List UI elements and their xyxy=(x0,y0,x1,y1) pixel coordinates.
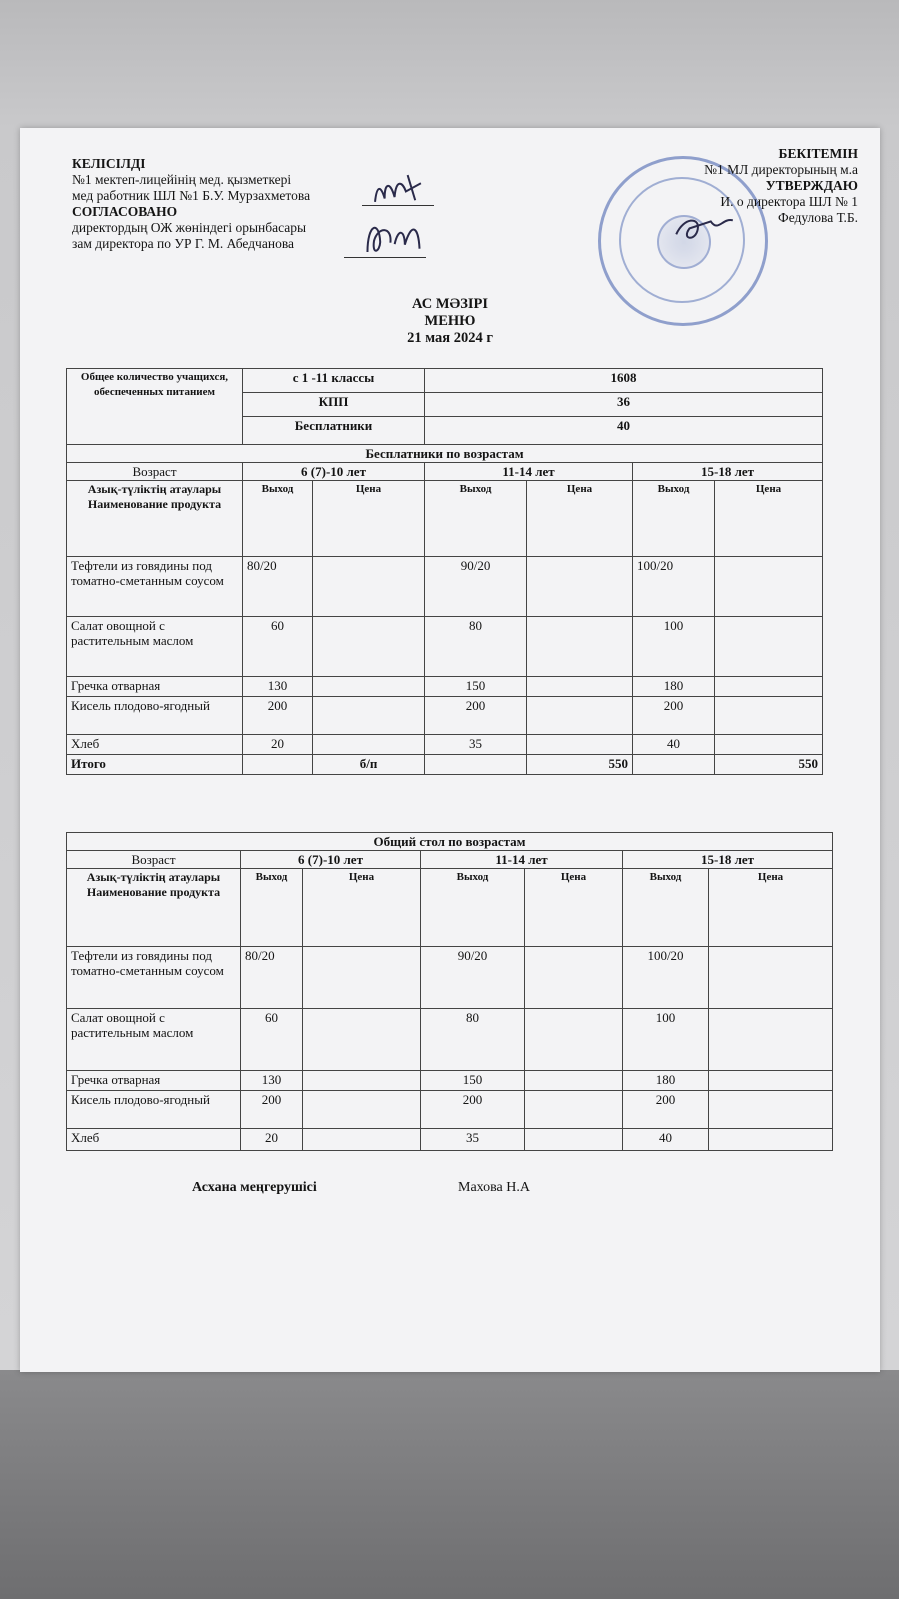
column-header-row xyxy=(67,869,833,947)
approve-kz: БЕКІТЕМІН xyxy=(778,146,858,161)
portion-value: 20 xyxy=(241,1129,303,1151)
portion-value: 80/20 xyxy=(241,947,303,1009)
summary-name: Бесплатники xyxy=(243,417,425,445)
price-cell xyxy=(313,677,425,697)
menu-title xyxy=(20,296,880,347)
price-cell xyxy=(525,947,623,1009)
free-section-title: Бесплатники по возрастам xyxy=(67,445,823,463)
age-row xyxy=(67,463,823,481)
canteen-head-role: Асхана меңгерушісі xyxy=(192,1180,317,1195)
age-row xyxy=(67,851,833,869)
price-cell xyxy=(525,1071,623,1091)
portion-value: 90/20 xyxy=(421,947,525,1009)
price-header: Цена xyxy=(313,481,425,557)
total-price: б/п xyxy=(313,755,425,775)
price-cell xyxy=(527,677,633,697)
portion-value: 80 xyxy=(425,617,527,677)
deputy-signature xyxy=(357,209,433,269)
approve-ru: УТВЕРЖДАЮ xyxy=(765,178,858,193)
portion-value: 200 xyxy=(633,697,715,735)
price-cell xyxy=(709,947,833,1009)
portion-value: 60 xyxy=(241,1009,303,1071)
price-cell xyxy=(527,735,633,755)
price-cell xyxy=(527,697,633,735)
table-row xyxy=(67,947,833,1009)
portion-value: 100/20 xyxy=(633,557,715,617)
product-name: Салат овощной с растительным маслом xyxy=(67,617,243,677)
price-cell xyxy=(313,735,425,755)
age-group: 6 (7)-10 лет xyxy=(241,851,421,869)
table-row xyxy=(67,697,823,735)
price-cell xyxy=(313,617,425,677)
section-title-row xyxy=(67,833,833,851)
out-header: Выход xyxy=(633,481,715,557)
deputy-ru: зам директора по УР Г. М. Абедчанова xyxy=(72,236,295,251)
portion-value: 100/20 xyxy=(623,947,709,1009)
total-row xyxy=(67,755,823,775)
section-title-row xyxy=(67,445,823,463)
price-cell xyxy=(525,1129,623,1151)
price-cell xyxy=(709,1091,833,1129)
summary-row xyxy=(67,369,823,393)
total-label: Итого xyxy=(67,755,243,775)
menu-document xyxy=(20,128,880,1372)
price-cell xyxy=(303,1009,421,1071)
product-name: Хлеб xyxy=(67,1129,241,1151)
med-worker-kz: №1 мектеп-лицейінің мед. қызметкері xyxy=(72,172,292,187)
price-cell xyxy=(715,677,823,697)
price-cell xyxy=(715,557,823,617)
product-header: Азық-түліктің атаулары Наименование продукта xyxy=(67,481,243,557)
summary-value: 36 xyxy=(425,393,823,417)
summary-value: 1608 xyxy=(425,369,823,393)
price-cell xyxy=(525,1091,623,1129)
price-header: Цена xyxy=(525,869,623,947)
price-header: Цена xyxy=(709,869,833,947)
price-cell xyxy=(715,735,823,755)
age-label: Возраст xyxy=(67,463,243,481)
table-row xyxy=(67,1129,833,1151)
price-cell xyxy=(527,617,633,677)
age-group: 11-14 лет xyxy=(425,463,633,481)
price-cell xyxy=(527,557,633,617)
age-group: 11-14 лет xyxy=(421,851,623,869)
table-row xyxy=(67,1091,833,1129)
portion-value: 200 xyxy=(241,1091,303,1129)
out-header: Выход xyxy=(243,481,313,557)
price-cell xyxy=(303,1091,421,1129)
portion-value: 100 xyxy=(623,1009,709,1071)
portion-value: 35 xyxy=(421,1129,525,1151)
price-cell xyxy=(313,557,425,617)
general-section-title: Общий стол по возрастам xyxy=(67,833,833,851)
total-price: 550 xyxy=(527,755,633,775)
price-cell xyxy=(715,697,823,735)
age-label: Возраст xyxy=(67,851,241,869)
director-ru: И. о директора ШЛ № 1 xyxy=(720,194,858,209)
portion-value: 180 xyxy=(633,677,715,697)
out-header: Выход xyxy=(425,481,527,557)
price-cell xyxy=(303,947,421,1009)
age-group: 15-18 лет xyxy=(633,463,823,481)
price-header: Цена xyxy=(527,481,633,557)
table-row xyxy=(67,1009,833,1071)
director-kz: №1 МЛ директорының м.а xyxy=(704,162,858,177)
portion-value: 80 xyxy=(421,1009,525,1071)
director-name: Федулова Т.Б. xyxy=(778,210,858,225)
title-kz: АС МӘЗІРІ xyxy=(411,296,489,312)
menu-date: 21 мая 2024 г xyxy=(407,330,493,346)
product-header: Азық-түліктің атаулары Наименование продукта xyxy=(67,869,241,947)
agreed-ru: СОГЛАСОВАНО xyxy=(72,204,178,219)
agreed-kz: КЕЛІСІЛДІ xyxy=(72,156,146,171)
table-row xyxy=(67,557,823,617)
summary-name: КПП xyxy=(243,393,425,417)
product-name: Кисель плодово-ягодный xyxy=(67,697,243,735)
product-name: Тефтели из говядины под томатно-сметанным соусом xyxy=(67,947,241,1009)
title-ru: МЕНЮ xyxy=(424,313,476,329)
portion-value: 80/20 xyxy=(243,557,313,617)
portion-value: 150 xyxy=(425,677,527,697)
portion-value: 40 xyxy=(623,1129,709,1151)
portion-value: 180 xyxy=(623,1071,709,1091)
table-row xyxy=(67,617,823,677)
portion-value: 200 xyxy=(623,1091,709,1129)
total-cell xyxy=(425,755,527,775)
price-header: Цена xyxy=(303,869,421,947)
price-cell xyxy=(313,697,425,735)
canteen-head-name: Махова Н.А xyxy=(458,1180,530,1195)
portion-value: 200 xyxy=(421,1091,525,1129)
deputy-kz: директордың ОЖ жөніндегі орынбасары xyxy=(72,220,307,235)
portion-value: 130 xyxy=(241,1071,303,1091)
out-header: Выход xyxy=(421,869,525,947)
out-header: Выход xyxy=(241,869,303,947)
product-name: Тефтели из говядины под томатно-сметанным соусом xyxy=(67,557,243,617)
total-cell xyxy=(243,755,313,775)
age-group: 6 (7)-10 лет xyxy=(243,463,425,481)
portion-value: 130 xyxy=(243,677,313,697)
product-name: Кисель плодово-ягодный xyxy=(67,1091,241,1129)
price-cell xyxy=(715,617,823,677)
price-cell xyxy=(709,1129,833,1151)
price-cell xyxy=(709,1071,833,1091)
table-row xyxy=(67,735,823,755)
price-cell xyxy=(303,1129,421,1151)
portion-value: 200 xyxy=(425,697,527,735)
product-name: Салат овощной с растительным маслом xyxy=(67,1009,241,1071)
portion-value: 40 xyxy=(633,735,715,755)
portion-value: 200 xyxy=(243,697,313,735)
product-name: Гречка отварная xyxy=(67,677,243,697)
free-meals-table xyxy=(66,368,823,775)
general-meals-table xyxy=(66,832,833,1151)
portion-value: 150 xyxy=(421,1071,525,1091)
out-header: Выход xyxy=(623,869,709,947)
portion-value: 35 xyxy=(425,735,527,755)
column-header-row xyxy=(67,481,823,557)
summary-label: Общее количество учащихся, обеспеченных питанием xyxy=(67,369,243,445)
price-cell xyxy=(303,1071,421,1091)
background-floor xyxy=(0,1370,899,1599)
product-name: Гречка отварная xyxy=(67,1071,241,1091)
table-row xyxy=(67,1071,833,1091)
portion-value: 90/20 xyxy=(425,557,527,617)
table-row xyxy=(67,677,823,697)
product-name: Хлеб xyxy=(67,735,243,755)
summary-value: 40 xyxy=(425,417,823,445)
summary-name: с 1 -11 классы xyxy=(243,369,425,393)
age-group: 15-18 лет xyxy=(623,851,833,869)
portion-value: 100 xyxy=(633,617,715,677)
portion-value: 60 xyxy=(243,617,313,677)
portion-value: 20 xyxy=(243,735,313,755)
price-cell xyxy=(525,1009,623,1071)
price-header: Цена xyxy=(715,481,823,557)
total-cell xyxy=(633,755,715,775)
med-worker-ru: мед работник ШЛ №1 Б.У. Мурзахметова xyxy=(72,188,311,203)
total-price: 550 xyxy=(715,755,823,775)
price-cell xyxy=(709,1009,833,1071)
agreement-block xyxy=(72,156,310,252)
